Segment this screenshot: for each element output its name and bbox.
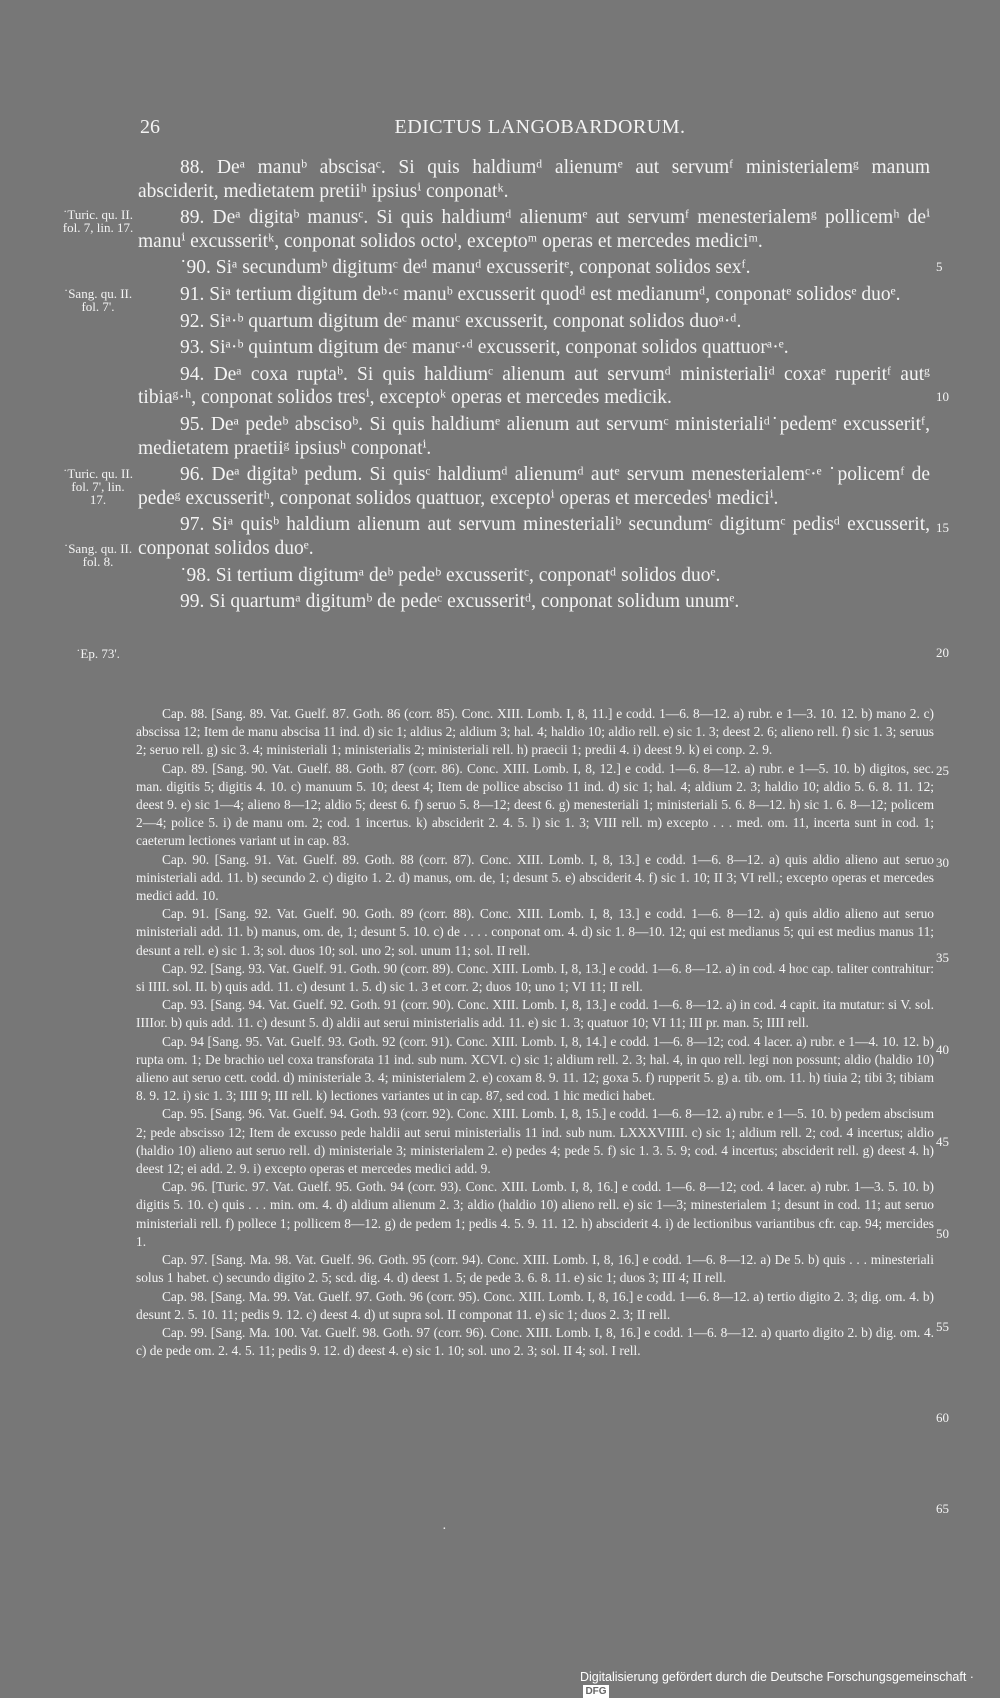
chapter-paragraph: 94. Deᵃ coxa ruptaᵇ. Si quis haldiumᶜ alienum aut servumᵈ ministerialiᵈ coxaᵉ ruperitᶠ autᵍ tibiaᵍ·ʰ, conponat solidos tresⁱ, exceptoᵏ operas et mercedes medicik. [138, 363, 930, 409]
margin-note: ˙Turic. qu. II. fol. 7, lin. 17. [62, 207, 134, 235]
apparatus-note: Cap. 97. [Sang. Ma. 98. Vat. Guelf. 96. Goth. 95 (corr. 94). Conc. XIII. Lomb. I, 8, 16.] e codd. 1—6. 8—12. a) De 5. b) quis . . . minesteriali solus 1 habet. c) secundo digito 2. 5; scd. dig. 4. d) deest 1. 5; de pede 3. 6. 8. 11. e) sic 1; duos 3; III 4; II rell. [136, 1252, 934, 1286]
line-number: 65 [936, 1501, 949, 1516]
margin-note: ˙Sang. qu. II. fol. 7'. [63, 286, 133, 314]
apparatus-note: Cap. 88. [Sang. 89. Vat. Guelf. 87. Goth. 86 (corr. 85). Conc. XIII. Lomb. I, 8, 11.] e codd. 1—6. 8—12. a) rubr. e 1—3. 10. 12. b) mano 2. c) abscissa 12; Item de manu abscisa 11 ind. d) sic 1; aldius 2; aldium 3; hal. 4; haldio 10; aldio rell. e) sic 1. 3; deest 2. 6; alieno rell. f) sic 1. 3; seruus 2; seruo rell. g) sic 3. 4; ministeriali 1; ministerialis 2; ministeriali rell. h) praecii 1; predii 4. i) deest 9. k) ei conp. 2. 9. [136, 706, 934, 758]
line-number: 40 [936, 1042, 949, 1057]
chapter-paragraph: ˙90. Siᵃ secundumᵇ digitumᶜ deᵈ manuᵈ excusseritᵉ, conponat solidos sexᶠ. [180, 257, 751, 279]
page-mark: · [442, 1522, 447, 1537]
chapter-paragraph: 92. Siᵃ·ᵇ quartum digitum deᶜ manuᶜ excusserit, conponat solidos duoᵃ·ᵈ. [180, 310, 742, 332]
apparatus-note: Cap. 95. [Sang. 96. Vat. Guelf. 94. Goth. 93 (corr. 92). Conc. XIII. Lomb. I, 8, 15.] e codd. 1—6. 8—12. a) rubr. e 1—5. 10. b) pedem abscisum 2; pede abscisso 12; Item de excusso pede haldii aut serui ministerialis 11 ind. sub num. LXXXVIIII. c) sic 1; aldium rell. 2; cod. 4 incertus; aldio (haldio 10) alieno aut seruo rell. d) ministeriale 3; ministerialem 2. e) pedes 4; pede 5. f) sic 1. 3. 5. 9; cod. 4 incertus; absciderit rell. g) deest 4. h) deest 12; ei add. 2. 9. i) excepto operas et mercedes medici add. 9. [136, 1106, 934, 1177]
margin-note: ˙Ep. 73'. [76, 646, 120, 661]
line-number: 50 [936, 1226, 949, 1241]
apparatus-note: Cap. 96. [Turic. 97. Vat. Guelf. 95. Goth. 94 (corr. 93). Conc. XIII. Lomb. I, 8, 16.] e codd. 1—6. 8—12; cod. 4 lacer. a) rubr. 1—3. 5. 10. b) digitis 5. 10. c) quis . . . min. om. 4. d) aldium alienum 2. 3; aldio (haldio 10) alieno rell. e) sic 1—3; minesterialem 1; desunt in cod. 11; aut seruo ministeriali rell. f) pollece 1; pollicem 8—12. g) de pedem 1; pedis 4. 5. 9. 11. 12. h) absciderit 4. i) de lectionibus variantibus cfr. cap. 94; mercides 1. [136, 1179, 934, 1249]
page-number: 26 [140, 116, 160, 138]
line-number: 20 [936, 645, 949, 660]
chapter-paragraph: 96. Deᵃ digitaᵇ pedum. Si quisᶜ haldiumᵈ alienumᵈ autᵉ servum menesterialemᶜ·ᵉ ˙policemᶠ de pedeᵍ excusseritʰ, conponat solidos quattuor, exceptoⁱ operas et mercedesⁱ mediciⁱ. [138, 464, 930, 509]
apparatus-note: Cap. 90. [Sang. 91. Vat. Guelf. 89. Goth. 88 (corr. 87). Conc. XIII. Lomb. I, 8, 13.] e codd. 1—6. 8—12. a) quis aldio alieno aut seruo ministeriali add. 11. b) secundo 2. c) digito 1. 2. d) manus, om. de, 1; desunt 5. e) absciderit 4. f) sic 1. 10; II 3; VI rell.; excepto operas et mercedes medici add. 10. [136, 851, 934, 904]
funding-footer [580, 1670, 1000, 1698]
line-number: 15 [936, 520, 949, 535]
dfg-logo: DFG [583, 1685, 609, 1698]
apparatus-note: Cap. 89. [Sang. 90. Vat. Guelf. 88. Goth. 87 (corr. 86). Conc. XIII. Lomb. I, 8, 12.] e codd. 1—6. 8—12. a) rubr. e 1—5. 10. b) digitos, sec. man. digitis 5; digitis 4. 10. c) manuum 5. 10; deest 4; Item de pollice absciso 11 ind. d) sic 1; hal. 4; aldium 2. 3; haldio 10; aldio 5. 6. 8. 11. 12; deest 9. e) sic 1—4; alieno 8—12; aldio 5; deest 6. f) seruo 5. 8—12; deest 6. g) menesteriali 1; ministeriali 5. 6. 8—12. h) sic 1. 6. 8—12; policem 2—4; police 5. i) de manu om. 2; cod. 1 incertus. k) absciderit 2. 4. 5. l) sic 1. 3; VIII rell. m) excepto . . . med. om. 11, incerta sunt in cod. 1; caeterum lectiones variant ut in cap. 83. [136, 760, 934, 849]
chapter-paragraph: 97. Siᵃ quisᵇ haldium alienum aut servum minesterialiᵇ secundumᶜ digitumᶜ pedisᵈ excusserit, conponat solidos duoᵉ. [138, 514, 930, 559]
chapter-paragraph: 91. Siᵃ tertium digitum deᵇ·ᶜ manuᵇ excusserit quodᵈ est medianumᵈ, conponatᵉ solidosᵉ duoᵉ. [180, 283, 901, 305]
line-number: 10 [936, 389, 949, 404]
chapter-paragraph: 99. Si quartumᵃ digitumᵇ de pedeᶜ excusseritᵈ, conponat solidum unumᵉ. [180, 591, 740, 613]
line-number: 5 [936, 259, 943, 274]
apparatus-note: Cap. 99. [Sang. Ma. 100. Vat. Guelf. 98. Goth. 97 (corr. 96). Conc. XIII. Lomb. I, 8, 16.] e codd. 1—6. 8—12. a) quarto digito 2. b) dig. om. 4. c) de pede om. 2. 4. 5. 11; pedis 9. 12. d) deest 4. e) sic 1. 10; sol. uno 2. 3; sol. II 4; sol. I rell. [136, 1324, 934, 1359]
line-number: 60 [936, 1410, 949, 1425]
margin-note: ˙Sang. qu. II. fol. 8. [63, 541, 133, 569]
apparatus-note: Cap. 94 [Sang. 95. Vat. Guelf. 93. Goth. 92 (corr. 91). Conc. XIII. Lomb. I, 8, 14.] e codd. 1—6. 8—12; cod. 4 lacer. a) rubr. e 1—4. 10. 12. b) rupta om. 1; De brachio uel coxa transforata 11 ind. sub num. XCVI. c) sic 1; aldium rell. 2. 3; hal. 4, in quo rell. legi non possunt; aldio (haldio 10) alieno aut seruo cett. codd. d) ministeriale 3. 4; ministerialem 2. e) coxam 8. 9. 11. 12; goxa 5. f) rupperit 5. g) a. tib. om. 11. h) tiuia 2; tibi 3; tibiam 8. 9. 12. i) sic 1. 3; IIII 9; III rell. k) lectiones variantes ut in cap. 87, sed cod. 1 hic medici habet. [136, 1033, 934, 1104]
line-number: 45 [936, 1134, 949, 1149]
critical-apparatus [136, 705, 934, 1360]
page-title: EDICTUS LANGOBARDORUM. [394, 116, 686, 138]
chapter-paragraph: 95. Deᵃ pedeᵇ abscisoᵇ. Si quis haldiumᵉ alienum aut servumᶜ ministerialiᵈ˙pedemᵉ excusseritᶠ, medietatem praetiiᵍ ipsiusʰ conponatⁱ. [138, 413, 930, 459]
apparatus-note: Cap. 98. [Sang. Ma. 99. Vat. Guelf. 97. Goth. 96 (corr. 95). Conc. XIII. Lomb. I, 8, 16.] e codd. 1—6. 8—12. a) tertio digito 2. 3; dig. om. 4. b) desunt 2. 5. 10. 11; pedis 9. 12. c) deest 4. d) ut supra sol. II componat 11. e) sic 1; duos 2. 3; II rell. [136, 1288, 934, 1322]
edict-text [138, 156, 930, 617]
apparatus-note: Cap. 92. [Sang. 93. Vat. Guelf. 91. Goth. 90 (corr. 89). Conc. XIII. Lomb. I, 8, 13.] e codd. 1—6. 8—12. a) in cod. 4 hoc cap. taliter contrahitur: si IIII. sol. II. b) quis add. 11. c) desunt 1. 5. d) sic 1. 3 et corr. 2; duos 10; uno 1; VI 11; II rell. [136, 960, 934, 995]
running-header [140, 116, 940, 146]
apparatus-note: Cap. 93. [Sang. 94. Vat. Guelf. 92. Goth. 91 (corr. 90). Conc. XIII. Lomb. I, 8, 13.] e codd. 1—6. 8—12. a) in cod. 4 capit. ita mutatur: si V. sol. IIIIor. b) quis add. 11. c) desunt 5. d) aldii aut serui ministerialis add. 11. e) sic 1. 3; quatuor 10; VI 11; III pr. man. 5; IIII rell. [136, 997, 934, 1031]
line-number: 35 [936, 950, 949, 965]
footer-text: Digitalisierung gefördert durch die Deutsche Forschungsgemeinschaft · [580, 1670, 974, 1684]
margin-note: ˙Turic. qu. II. fol. 7', lin. 17. [63, 466, 133, 507]
chapter-paragraph: 89. Deᵃ digitaᵇ manusᶜ. Si quis haldiumᵈ alienumᵉ aut servumᶠ menesterialemᵍ pollicemʰ deⁱ manuⁱ excusseritᵏ, conponat solidos octoˡ, exceptoᵐ operas et mercedes mediciᵐ. [138, 207, 930, 252]
line-number: 30 [936, 855, 949, 870]
chapter-paragraph: ˙98. Si tertium digitumᵃ deᵇ pedeᵇ excusseritᶜ, conponatᵈ solidos duoᵉ. [180, 564, 721, 586]
chapter-paragraph: 93. Siᵃ·ᵇ quintum digitum deᶜ manuᶜ·ᵈ excusserit, conponat solidos quattuorᵃ·ᵉ. [180, 337, 789, 359]
chapter-paragraph: 88. Deᵃ manuᵇ abscisaᶜ. Si quis haldiumᵈ alienumᵉ aut servumᶠ ministerialemᵍ manum absciderit, medietatem pretiiʰ ipsiusⁱ conponatᵏ. [138, 157, 930, 202]
line-number: 25 [936, 763, 949, 778]
apparatus-note: Cap. 91. [Sang. 92. Vat. Guelf. 90. Goth. 89 (corr. 88). Conc. XIII. Lomb. I, 8, 13.] e codd. 1—6. 8—12. a) quis aldio alieno aut seruo ministeriali add. 11. b) manus, om. de, 1; desunt 5. 10. c) de . . . . conponat om. 4. d) sic 1. 8—10. 12; qui est medianus 5; qui est medius manus 11; desunt a rell. e) sic 1. 3; sol. duos 10; sol. uno 2; sol. unum 11; sol. II rell. [136, 906, 934, 958]
line-number: 55 [936, 1319, 949, 1334]
